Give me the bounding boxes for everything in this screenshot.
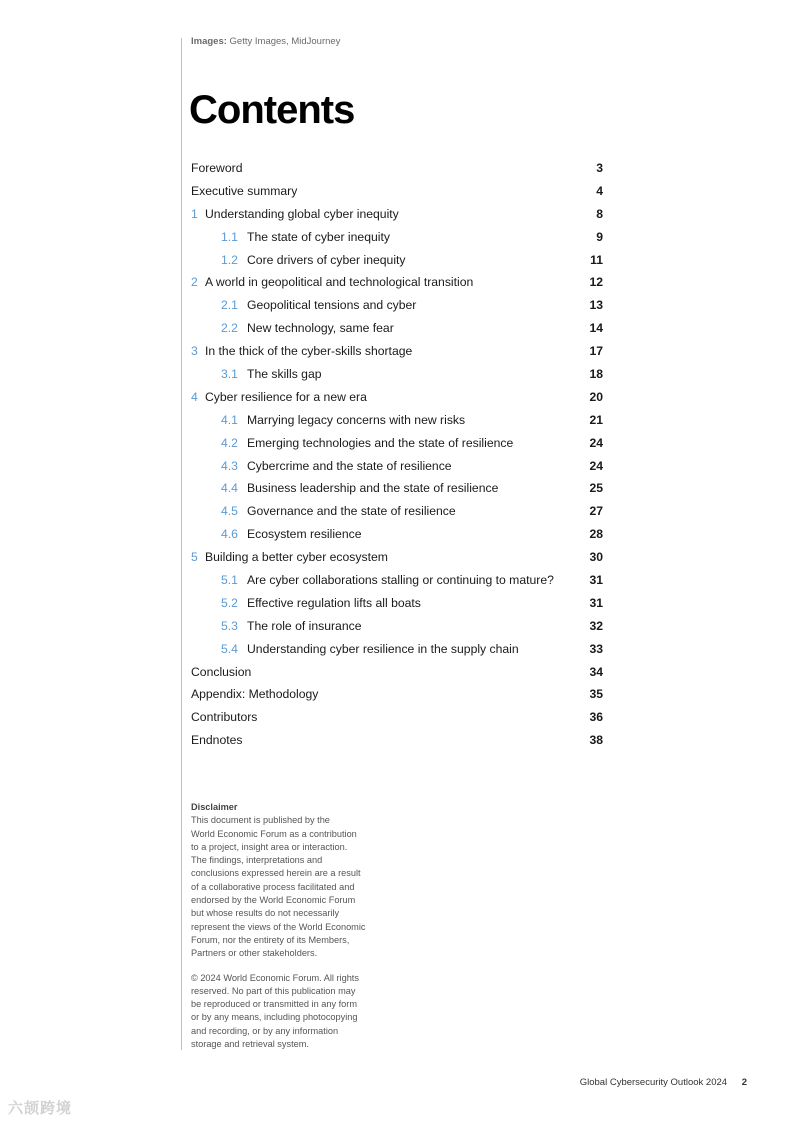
toc-entry[interactable]: [191, 180, 603, 203]
toc-entry-page: 17: [589, 344, 603, 359]
toc-entry-page: 24: [589, 458, 603, 473]
toc-entry[interactable]: [191, 661, 603, 684]
disclaimer-body: [191, 814, 391, 960]
toc-entry[interactable]: [191, 386, 603, 409]
toc-entry-title: Executive summary: [191, 183, 298, 198]
page-title: Contents: [189, 88, 355, 132]
toc-entry-number: 4.3: [221, 458, 238, 473]
toc-entry-title: Foreword: [191, 161, 243, 175]
toc-entry[interactable]: [191, 363, 603, 386]
toc-entry-number: 5.3: [221, 618, 238, 633]
toc-entry[interactable]: [191, 203, 603, 226]
toc-entry-title: Understanding cyber resilience in the supply chain: [247, 641, 519, 656]
toc-entry-number: 5.2: [221, 595, 238, 610]
margin-rule: [181, 38, 182, 1050]
toc-entry-title: Are cyber collaborations stalling or continuing to mature?: [247, 573, 554, 588]
toc-entry-page: 20: [589, 389, 603, 404]
disclaimer-line: © 2024 World Economic Forum. All rights: [191, 972, 359, 983]
toc-entry-title: Business leadership and the state of resilience: [247, 481, 499, 496]
toc-entry-number: 4: [191, 389, 198, 404]
toc-entry[interactable]: [191, 317, 603, 340]
toc-entry-page: 11: [590, 252, 603, 267]
toc-entry-page: 21: [589, 412, 603, 427]
toc-entry[interactable]: [191, 546, 603, 569]
toc-entry-title: Marrying legacy concerns with new risks: [247, 412, 466, 427]
toc-entry-title: In the thick of the cyber-skills shortage: [205, 344, 413, 359]
toc-entry-number: 1.2: [221, 252, 238, 267]
toc-entry-number: 1.1: [221, 229, 238, 244]
disclaimer-line: endorsed by the World Economic Forum: [191, 895, 356, 906]
toc-entry-page: 4: [596, 183, 603, 198]
disclaimer-line: World Economic Forum as a contribution: [191, 828, 357, 839]
toc-entry-title: Effective regulation lifts all boats: [247, 595, 421, 610]
toc-entry-number: 2: [191, 275, 198, 290]
disclaimer-line: of a collaborative process facilitated and: [191, 881, 355, 892]
disclaimer-line: storage and retrieval system.: [191, 1039, 309, 1050]
toc-entry-page: 33: [589, 641, 603, 656]
toc-entry-page: 14: [589, 321, 603, 336]
toc-entry-title: Contributors: [191, 710, 258, 725]
toc-entry-page: 28: [589, 527, 603, 542]
disclaimer-line: be reproduced or transmitted in any form: [191, 999, 357, 1010]
toc-entry-number: 4.5: [221, 504, 238, 519]
toc-entry-title: Governance and the state of resilience: [247, 504, 456, 519]
toc-entry-title: Building a better cyber ecosystem: [205, 550, 388, 565]
disclaimer-line: reserved. No part of this publication may: [191, 985, 356, 996]
toc-entry-title: Appendix: Methodology: [191, 687, 319, 702]
copyright-notice: [191, 972, 391, 1052]
toc-entry-number: 5.4: [221, 641, 238, 656]
toc-entry-page: 34: [589, 664, 603, 679]
toc-entry-title: Core drivers of cyber inequity: [247, 252, 406, 267]
toc-entry-title: A world in geopolitical and technological transition: [205, 275, 474, 290]
toc-entry-number: 4.6: [221, 527, 238, 542]
toc-entry[interactable]: [191, 500, 603, 523]
image-credits-text: Getty Images, MidJourney: [229, 36, 341, 47]
disclaimer-line: conclusions expressed herein are a result: [191, 868, 361, 879]
toc-entry-page: 18: [589, 367, 603, 382]
toc-entry-page: 3: [596, 161, 603, 175]
toc-entry[interactable]: [191, 706, 603, 729]
toc-entry-page: 8: [596, 206, 603, 221]
toc-entry-title: The state of cyber inequity: [247, 229, 390, 244]
toc-entry[interactable]: [191, 569, 603, 592]
toc-entry-number: 5.1: [221, 573, 238, 588]
image-credits-label: Images:: [191, 36, 227, 47]
toc-entry-page: 25: [589, 481, 603, 496]
toc-entry-number: 4.4: [221, 481, 238, 496]
toc-entry-page: 30: [589, 550, 603, 565]
toc-entry-title: Conclusion: [191, 664, 252, 679]
toc-entry[interactable]: [191, 249, 603, 272]
toc-entry[interactable]: [191, 615, 603, 638]
toc-entry[interactable]: [191, 409, 603, 432]
toc-entry-number: 5: [191, 550, 198, 565]
toc-entry-number: 3.1: [221, 367, 238, 382]
toc-entry[interactable]: [191, 477, 603, 500]
toc-entry-number: 1: [191, 206, 198, 221]
toc-entry-title: New technology, same fear: [247, 321, 394, 336]
disclaimer-line: Forum, nor the entirety of its Members,: [191, 934, 350, 945]
toc-entry-page: 9: [596, 229, 603, 244]
toc-entry-number: 4.1: [221, 412, 238, 427]
toc-entry-number: 3: [191, 344, 198, 359]
toc-entry[interactable]: [191, 592, 603, 615]
footer-page-number: 2: [741, 1077, 747, 1088]
toc-entry[interactable]: [191, 638, 603, 661]
toc-entry-number: 2.2: [221, 321, 238, 336]
toc-entry-page: 32: [589, 618, 603, 633]
page-footer: [580, 1077, 747, 1088]
toc-entry-number: 4.2: [221, 435, 238, 450]
toc-entry-title: Cyber resilience for a new era: [205, 389, 367, 404]
disclaimer: [191, 801, 391, 1051]
toc-entry[interactable]: [191, 729, 603, 752]
disclaimer-line: but whose results do not necessarily: [191, 908, 340, 919]
disclaimer-line: or by any means, including photocopying: [191, 1012, 358, 1023]
toc-entry-page: 12: [589, 275, 603, 290]
table-of-contents: [191, 157, 603, 752]
toc-entry-page: 31: [589, 573, 603, 588]
disclaimer-line: Partners or other stakeholders.: [191, 948, 318, 959]
toc-entry[interactable]: [191, 683, 603, 706]
toc-entry-page: 27: [589, 504, 603, 519]
toc-entry[interactable]: [191, 523, 603, 546]
disclaimer-line: The findings, interpretations and: [191, 855, 323, 866]
toc-entry-title: Emerging technologies and the state of resilience: [247, 435, 514, 450]
toc-entry-page: 36: [589, 710, 603, 725]
toc-entry-number: 2.1: [221, 298, 238, 313]
disclaimer-line: This document is published by the: [191, 815, 330, 826]
toc-entry-title: Ecosystem resilience: [247, 527, 362, 542]
toc-entry-page: 13: [589, 298, 603, 313]
toc-entry-title: Endnotes: [191, 733, 243, 748]
toc-entry[interactable]: [191, 340, 603, 363]
toc-entry[interactable]: [191, 157, 603, 180]
toc-entry-page: 35: [589, 687, 603, 702]
toc-entry-title: The role of insurance: [247, 618, 362, 633]
watermark: 六颉跨境: [8, 1100, 73, 1117]
disclaimer-heading: Disclaimer: [191, 802, 238, 812]
image-credits: [191, 36, 340, 47]
toc-entry[interactable]: [191, 226, 603, 249]
toc-entry-title: The skills gap: [247, 367, 322, 382]
toc-entry-title: Cybercrime and the state of resilience: [247, 458, 452, 473]
disclaimer-line: represent the views of the World Economic: [191, 921, 366, 932]
footer-title: Global Cybersecurity Outlook 2024: [579, 1077, 728, 1088]
disclaimer-line: to a project, insight area or interaction.: [191, 841, 348, 852]
toc-entry-title: Understanding global cyber inequity: [205, 206, 399, 221]
toc-entry[interactable]: [191, 432, 603, 455]
toc-entry[interactable]: [191, 271, 603, 294]
toc-entry-page: 24: [589, 435, 603, 450]
toc-entry-page: 38: [589, 733, 603, 748]
disclaimer-line: and recording, or by any information: [191, 1025, 339, 1036]
toc-entry-title: Geopolitical tensions and cyber: [247, 298, 417, 313]
toc-entry[interactable]: [191, 294, 603, 317]
toc-entry[interactable]: [191, 455, 603, 478]
toc-entry-page: 31: [589, 595, 603, 610]
